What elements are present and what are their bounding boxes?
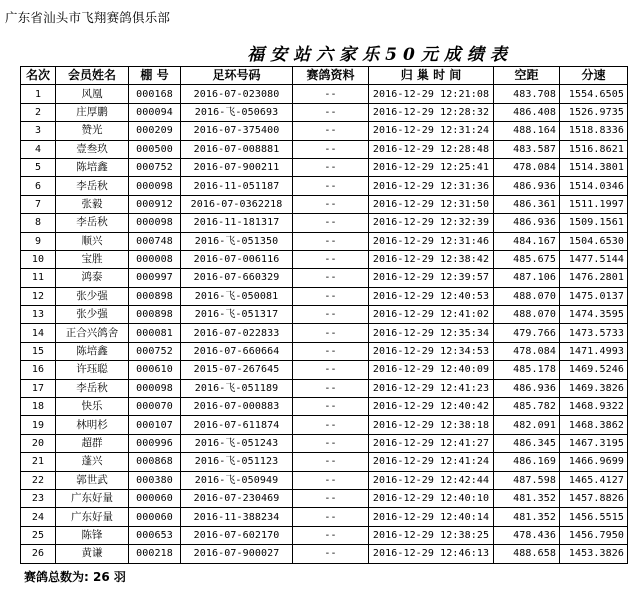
table-row <box>21 434 628 452</box>
rank-cell: 4 <box>21 140 56 158</box>
speed-cell: 1469.3826 <box>560 379 628 397</box>
loft-number-cell: 000752 <box>129 158 181 176</box>
ring-number-cell: 2016-07-023080 <box>181 85 293 103</box>
pigeon-info-cell: -- <box>293 545 369 563</box>
table-row <box>21 103 628 121</box>
arrival-time-cell: 2016-12-29 12:38:42 <box>369 250 494 268</box>
table-row <box>21 85 628 103</box>
distance-cell: 481.352 <box>494 489 560 507</box>
loft-number-cell: 000218 <box>129 545 181 563</box>
rank-cell: 2 <box>21 103 56 121</box>
pigeon-info-cell: -- <box>293 122 369 140</box>
table-row <box>21 342 628 360</box>
ring-number-cell: 2016-07-230469 <box>181 489 293 507</box>
rank-cell: 14 <box>21 324 56 342</box>
club-name: 广东省汕头市飞翔赛鸽俱乐部 <box>5 10 171 25</box>
arrival-time-cell: 2016-12-29 12:32:39 <box>369 214 494 232</box>
pigeon-info-cell: -- <box>293 232 369 250</box>
speed-cell: 1457.8826 <box>560 489 628 507</box>
speed-cell: 1516.8621 <box>560 140 628 158</box>
loft-number-cell: 000168 <box>129 85 181 103</box>
pigeon-info-cell: -- <box>293 526 369 544</box>
loft-number-cell: 000868 <box>129 453 181 471</box>
pigeon-info-cell: -- <box>293 416 369 434</box>
distance-cell: 478.436 <box>494 526 560 544</box>
arrival-time-cell: 2016-12-29 12:31:36 <box>369 177 494 195</box>
table-row <box>21 306 628 324</box>
table-row <box>21 214 628 232</box>
arrival-time-cell: 2016-12-29 12:28:32 <box>369 103 494 121</box>
loft-number-cell: 000748 <box>129 232 181 250</box>
pigeon-info-cell: -- <box>293 471 369 489</box>
rank-cell: 12 <box>21 287 56 305</box>
speed-cell: 1511.1997 <box>560 195 628 213</box>
arrival-time-cell: 2016-12-29 12:40:09 <box>369 361 494 379</box>
arrival-time-cell: 2016-12-29 12:42:44 <box>369 471 494 489</box>
speed-cell: 1526.9735 <box>560 103 628 121</box>
arrival-time-cell: 2016-12-29 12:31:46 <box>369 232 494 250</box>
loft-number-cell: 000380 <box>129 471 181 489</box>
pigeon-info-cell: -- <box>293 379 369 397</box>
ring-number-cell: 2016-07-0362218 <box>181 195 293 213</box>
distance-cell: 488.070 <box>494 306 560 324</box>
loft-number-cell: 000898 <box>129 306 181 324</box>
pigeon-info-cell: -- <box>293 398 369 416</box>
rank-cell: 23 <box>21 489 56 507</box>
arrival-time-cell: 2016-12-29 12:40:10 <box>369 489 494 507</box>
member-name-cell: 郭世武 <box>56 471 129 489</box>
ring-number-cell: 2016-07-008881 <box>181 140 293 158</box>
arrival-time-cell: 2016-12-29 12:41:02 <box>369 306 494 324</box>
speed-cell: 1471.4993 <box>560 342 628 360</box>
rank-cell: 16 <box>21 361 56 379</box>
member-name-cell: 陈锋 <box>56 526 129 544</box>
distance-cell: 486.936 <box>494 177 560 195</box>
table-row <box>21 489 628 507</box>
ring-number-cell: 2016-07-375400 <box>181 122 293 140</box>
rank-cell: 8 <box>21 214 56 232</box>
member-name-cell: 广东好量 <box>56 508 129 526</box>
speed-cell: 1509.1561 <box>560 214 628 232</box>
loft-number-cell: 000752 <box>129 342 181 360</box>
table-row <box>21 416 628 434</box>
rank-cell: 25 <box>21 526 56 544</box>
member-name-cell: 广东好量 <box>56 489 129 507</box>
loft-number-cell: 000898 <box>129 287 181 305</box>
member-name-cell: 张少强 <box>56 287 129 305</box>
rank-cell: 24 <box>21 508 56 526</box>
table-row <box>21 324 628 342</box>
loft-number-cell: 000653 <box>129 526 181 544</box>
member-name-cell: 陈培鑫 <box>56 158 129 176</box>
results-table <box>20 66 628 564</box>
pigeon-info-cell: -- <box>293 177 369 195</box>
arrival-time-cell: 2016-12-29 12:35:34 <box>369 324 494 342</box>
rank-cell: 22 <box>21 471 56 489</box>
table-row <box>21 398 628 416</box>
ring-number-cell: 2016-飞-051189 <box>181 379 293 397</box>
distance-cell: 485.782 <box>494 398 560 416</box>
speed-cell: 1465.4127 <box>560 471 628 489</box>
table-row <box>21 508 628 526</box>
rank-cell: 26 <box>21 545 56 563</box>
ring-number-cell: 2016-飞-051243 <box>181 434 293 452</box>
arrival-time-cell: 2016-12-29 12:25:41 <box>369 158 494 176</box>
table-row <box>21 379 628 397</box>
member-name-cell: 顺兴 <box>56 232 129 250</box>
table-row <box>21 177 628 195</box>
speed-cell: 1456.5515 <box>560 508 628 526</box>
speed-cell: 1469.5246 <box>560 361 628 379</box>
member-name-cell: 黄谦 <box>56 545 129 563</box>
member-name-cell: 张毅 <box>56 195 129 213</box>
rank-cell: 21 <box>21 453 56 471</box>
distance-cell: 478.084 <box>494 158 560 176</box>
loft-number-cell: 000209 <box>129 122 181 140</box>
loft-number-cell: 000098 <box>129 214 181 232</box>
rank-cell: 7 <box>21 195 56 213</box>
pigeon-info-cell: -- <box>293 287 369 305</box>
ring-number-cell: 2015-07-267645 <box>181 361 293 379</box>
ring-number-cell: 2016-飞-051317 <box>181 306 293 324</box>
member-name-cell: 超群 <box>56 434 129 452</box>
member-name-cell: 赞光 <box>56 122 129 140</box>
rank-cell: 13 <box>21 306 56 324</box>
rank-cell: 20 <box>21 434 56 452</box>
pigeon-info-cell: -- <box>293 306 369 324</box>
speed-cell: 1475.0137 <box>560 287 628 305</box>
arrival-time-cell: 2016-12-29 12:38:18 <box>369 416 494 434</box>
column-header: 赛鸽资料 <box>293 67 369 85</box>
column-header: 会员姓名 <box>56 67 129 85</box>
rank-cell: 6 <box>21 177 56 195</box>
rank-cell: 9 <box>21 232 56 250</box>
arrival-time-cell: 2016-12-29 12:46:13 <box>369 545 494 563</box>
member-name-cell: 庄厚鹏 <box>56 103 129 121</box>
loft-number-cell: 000081 <box>129 324 181 342</box>
ring-number-cell: 2016-飞-050081 <box>181 287 293 305</box>
distance-cell: 487.598 <box>494 471 560 489</box>
rank-cell: 18 <box>21 398 56 416</box>
distance-cell: 481.352 <box>494 508 560 526</box>
column-header: 名次 <box>21 67 56 85</box>
ring-number-cell: 2016-飞-050949 <box>181 471 293 489</box>
table-row <box>21 361 628 379</box>
distance-cell: 486.408 <box>494 103 560 121</box>
pigeon-info-cell: -- <box>293 361 369 379</box>
ring-number-cell: 2016-07-900027 <box>181 545 293 563</box>
pigeon-info-cell: -- <box>293 214 369 232</box>
loft-number-cell: 000996 <box>129 434 181 452</box>
member-name-cell: 蓬兴 <box>56 453 129 471</box>
ring-number-cell: 2016-07-022833 <box>181 324 293 342</box>
table-row <box>21 140 628 158</box>
table-body <box>21 85 628 563</box>
member-name-cell: 李岳秋 <box>56 379 129 397</box>
arrival-time-cell: 2016-12-29 12:41:23 <box>369 379 494 397</box>
member-name-cell: 李岳秋 <box>56 214 129 232</box>
distance-cell: 483.587 <box>494 140 560 158</box>
pigeon-info-cell: -- <box>293 103 369 121</box>
distance-cell: 486.936 <box>494 379 560 397</box>
distance-cell: 482.091 <box>494 416 560 434</box>
speed-cell: 1514.0346 <box>560 177 628 195</box>
pigeon-info-cell: -- <box>293 324 369 342</box>
pigeon-info-cell: -- <box>293 434 369 452</box>
arrival-time-cell: 2016-12-29 12:34:53 <box>369 342 494 360</box>
ring-number-cell: 2016-07-660329 <box>181 269 293 287</box>
arrival-time-cell: 2016-12-29 12:31:24 <box>369 122 494 140</box>
pigeon-info-cell: -- <box>293 489 369 507</box>
speed-cell: 1468.9322 <box>560 398 628 416</box>
member-name-cell: 宝胜 <box>56 250 129 268</box>
ring-number-cell: 2016-飞-050693 <box>181 103 293 121</box>
column-header: 足环号码 <box>181 67 293 85</box>
member-name-cell: 陈培鑫 <box>56 342 129 360</box>
speed-cell: 1473.5733 <box>560 324 628 342</box>
arrival-time-cell: 2016-12-29 12:38:25 <box>369 526 494 544</box>
column-header: 分速 <box>560 67 628 85</box>
total-count: 赛鸽总数为: 26 羽 <box>24 570 126 584</box>
page-title: 福安站六家乐50元成绩表 <box>247 45 513 65</box>
loft-number-cell: 000008 <box>129 250 181 268</box>
speed-cell: 1476.2801 <box>560 269 628 287</box>
speed-cell: 1474.3595 <box>560 306 628 324</box>
arrival-time-cell: 2016-12-29 12:39:57 <box>369 269 494 287</box>
ring-number-cell: 2016-07-900211 <box>181 158 293 176</box>
pigeon-info-cell: -- <box>293 85 369 103</box>
speed-cell: 1514.3801 <box>560 158 628 176</box>
table-header-row <box>21 67 628 85</box>
distance-cell: 485.178 <box>494 361 560 379</box>
table-row <box>21 269 628 287</box>
ring-number-cell: 2016-07-602170 <box>181 526 293 544</box>
distance-cell: 488.070 <box>494 287 560 305</box>
ring-number-cell: 2016-11-181317 <box>181 214 293 232</box>
table-row <box>21 453 628 471</box>
loft-number-cell: 000610 <box>129 361 181 379</box>
member-name-cell: 李岳秋 <box>56 177 129 195</box>
distance-cell: 485.675 <box>494 250 560 268</box>
ring-number-cell: 2016-07-006116 <box>181 250 293 268</box>
pigeon-info-cell: -- <box>293 158 369 176</box>
distance-cell: 483.708 <box>494 85 560 103</box>
ring-number-cell: 2016-11-388234 <box>181 508 293 526</box>
distance-cell: 486.361 <box>494 195 560 213</box>
table-row <box>21 250 628 268</box>
distance-cell: 484.167 <box>494 232 560 250</box>
distance-cell: 488.658 <box>494 545 560 563</box>
arrival-time-cell: 2016-12-29 12:40:14 <box>369 508 494 526</box>
loft-number-cell: 000098 <box>129 379 181 397</box>
table-row <box>21 545 628 563</box>
arrival-time-cell: 2016-12-29 12:28:48 <box>369 140 494 158</box>
loft-number-cell: 000107 <box>129 416 181 434</box>
rank-cell: 10 <box>21 250 56 268</box>
speed-cell: 1554.6505 <box>560 85 628 103</box>
member-name-cell: 鸿泰 <box>56 269 129 287</box>
distance-cell: 486.936 <box>494 214 560 232</box>
loft-number-cell: 000098 <box>129 177 181 195</box>
arrival-time-cell: 2016-12-29 12:31:50 <box>369 195 494 213</box>
arrival-time-cell: 2016-12-29 12:40:53 <box>369 287 494 305</box>
distance-cell: 487.106 <box>494 269 560 287</box>
loft-number-cell: 000997 <box>129 269 181 287</box>
rank-cell: 11 <box>21 269 56 287</box>
loft-number-cell: 000070 <box>129 398 181 416</box>
member-name-cell: 正合兴鸽舍 <box>56 324 129 342</box>
speed-cell: 1453.3826 <box>560 545 628 563</box>
loft-number-cell: 000060 <box>129 489 181 507</box>
speed-cell: 1518.8336 <box>560 122 628 140</box>
speed-cell: 1477.5144 <box>560 250 628 268</box>
table-row <box>21 158 628 176</box>
rank-cell: 17 <box>21 379 56 397</box>
member-name-cell: 许珏聪 <box>56 361 129 379</box>
loft-number-cell: 000500 <box>129 140 181 158</box>
loft-number-cell: 000912 <box>129 195 181 213</box>
table-row <box>21 287 628 305</box>
arrival-time-cell: 2016-12-29 12:41:27 <box>369 434 494 452</box>
rank-cell: 5 <box>21 158 56 176</box>
ring-number-cell: 2016-11-051187 <box>181 177 293 195</box>
pigeon-info-cell: -- <box>293 195 369 213</box>
table-row <box>21 471 628 489</box>
table-row <box>21 122 628 140</box>
distance-cell: 486.169 <box>494 453 560 471</box>
column-header: 归 巢 时 间 <box>369 67 494 85</box>
loft-number-cell: 000094 <box>129 103 181 121</box>
rank-cell: 15 <box>21 342 56 360</box>
rank-cell: 19 <box>21 416 56 434</box>
arrival-time-cell: 2016-12-29 12:41:24 <box>369 453 494 471</box>
speed-cell: 1456.7950 <box>560 526 628 544</box>
speed-cell: 1504.6530 <box>560 232 628 250</box>
member-name-cell: 快乐 <box>56 398 129 416</box>
ring-number-cell: 2016-07-000883 <box>181 398 293 416</box>
speed-cell: 1467.3195 <box>560 434 628 452</box>
distance-cell: 478.084 <box>494 342 560 360</box>
table-row <box>21 526 628 544</box>
column-header: 棚 号 <box>129 67 181 85</box>
member-name-cell: 张少强 <box>56 306 129 324</box>
member-name-cell: 壹叁玖 <box>56 140 129 158</box>
pigeon-info-cell: -- <box>293 140 369 158</box>
ring-number-cell: 2016-07-611874 <box>181 416 293 434</box>
ring-number-cell: 2016-飞-051123 <box>181 453 293 471</box>
column-header: 空距 <box>494 67 560 85</box>
member-name-cell: 风凰 <box>56 85 129 103</box>
pigeon-info-cell: -- <box>293 269 369 287</box>
arrival-time-cell: 2016-12-29 12:21:08 <box>369 85 494 103</box>
member-name-cell: 林明杉 <box>56 416 129 434</box>
loft-number-cell: 000060 <box>129 508 181 526</box>
pigeon-info-cell: -- <box>293 342 369 360</box>
pigeon-info-cell: -- <box>293 453 369 471</box>
rank-cell: 1 <box>21 85 56 103</box>
pigeon-info-cell: -- <box>293 250 369 268</box>
rank-cell: 3 <box>21 122 56 140</box>
arrival-time-cell: 2016-12-29 12:40:42 <box>369 398 494 416</box>
distance-cell: 486.345 <box>494 434 560 452</box>
speed-cell: 1466.9699 <box>560 453 628 471</box>
ring-number-cell: 2016-飞-051350 <box>181 232 293 250</box>
pigeon-info-cell: -- <box>293 508 369 526</box>
table-row <box>21 232 628 250</box>
distance-cell: 479.766 <box>494 324 560 342</box>
table-row <box>21 195 628 213</box>
speed-cell: 1468.3862 <box>560 416 628 434</box>
ring-number-cell: 2016-07-660664 <box>181 342 293 360</box>
distance-cell: 488.164 <box>494 122 560 140</box>
